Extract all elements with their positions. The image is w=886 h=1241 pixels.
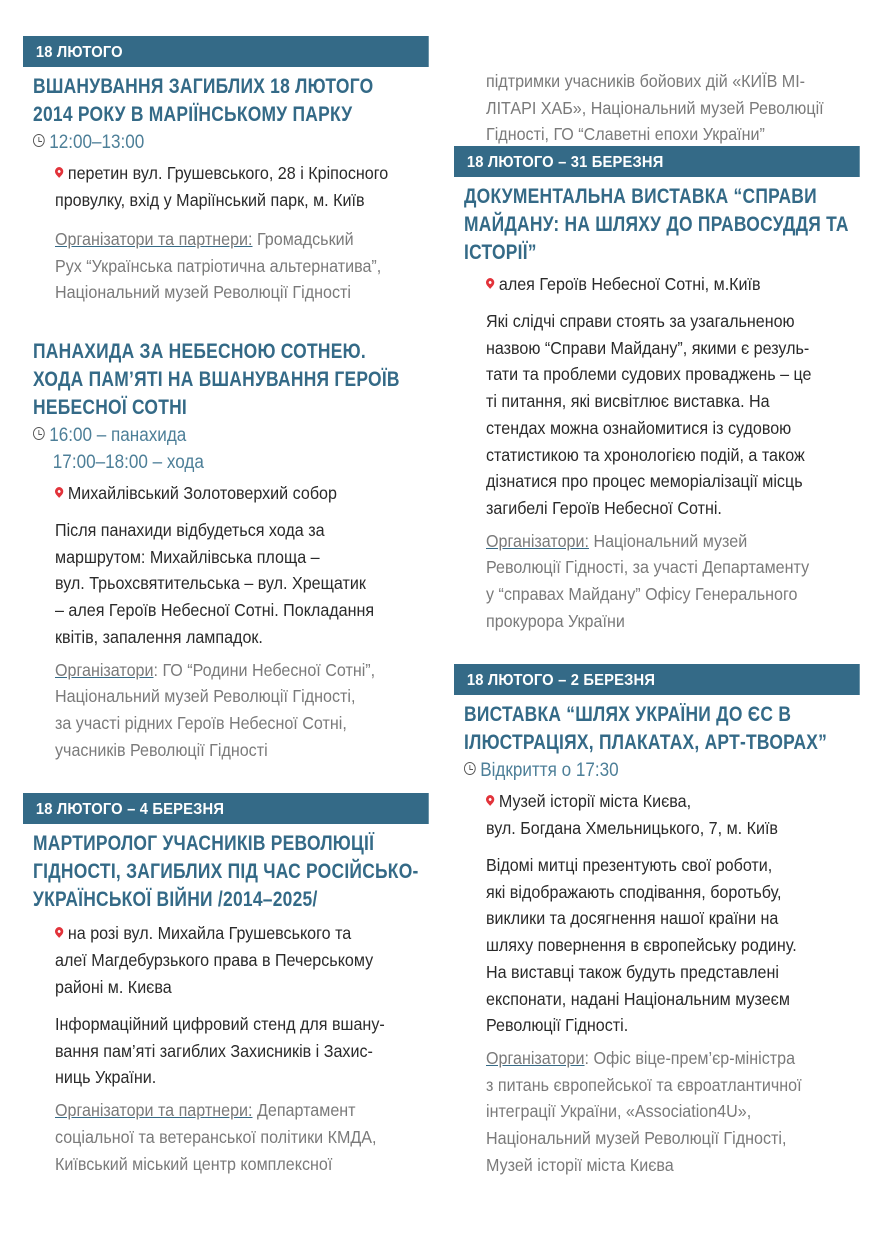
place-line: на розі вул. Михайла Грушевського та xyxy=(67,923,352,943)
time-text: 16:00 – панахида xyxy=(49,425,187,446)
event-place xyxy=(55,480,432,507)
time-text: Відкриття о 17:30 xyxy=(480,760,619,781)
org-line: Національний музей Революції Гідності, xyxy=(486,1128,787,1149)
desc-line: Відомі митці презентують свої роботи, xyxy=(486,855,773,875)
event-memorial-mariinsky xyxy=(23,36,464,306)
org-line: : ГО “Родини Небесної Сотні”, xyxy=(153,659,376,680)
title-line: ІСТОРІЇ” xyxy=(464,241,537,264)
desc-line: квітів, запалення лампадок. xyxy=(55,626,263,647)
clock-icon xyxy=(33,427,45,440)
desc-line: маршрутом: Михайлівська площа – xyxy=(55,546,320,567)
desc-line: вул. Трьохсвятительська – вул. Хрещатик xyxy=(55,573,366,594)
event-description xyxy=(55,1011,432,1091)
event-organizers xyxy=(486,68,863,148)
org-line: у “справах Майдану” Офісу Генерального xyxy=(486,584,798,605)
date-band: 18 ЛЮТОГО – 31 БЕРЕЗНЯ xyxy=(454,146,860,177)
org-line: : Офіс віце-прем’єр-міністра xyxy=(584,1047,796,1068)
desc-line: ниць України. xyxy=(55,1067,157,1088)
event-title xyxy=(33,338,423,422)
location-pin-icon xyxy=(53,925,65,938)
event-organizers xyxy=(55,657,432,764)
title-line: 2014 РОКУ В МАРІЇНСЬКОМУ ПАРКУ xyxy=(33,103,353,126)
place-line: вул. Богдана Хмельницького, 7, м. Київ xyxy=(486,818,778,838)
title-line: ІЛЮСТРАЦІЯХ, ПЛАКАТАХ, АРТ-ТВОРАХ” xyxy=(464,731,828,754)
event-description xyxy=(55,517,432,651)
place-line: Музей історії міста Києва, xyxy=(498,791,692,811)
desc-line: загибелі Героїв Небесної Сотні. xyxy=(486,497,722,518)
org-line: Революції Гідності, за участі Департаменту xyxy=(486,557,810,578)
event-eu-exhibition xyxy=(454,664,886,1178)
event-time xyxy=(33,422,429,476)
event-title xyxy=(464,701,854,757)
org-line: прокурора України xyxy=(486,610,625,631)
desc-line: дізнатися про процес меморіалізації місць xyxy=(486,471,803,492)
desc-line: статистикою та хронологією подій, а також xyxy=(486,444,805,465)
title-line: УКРАЇНСЬКОЇ ВІЙНИ /2014–2025/ xyxy=(33,888,318,911)
event-place xyxy=(55,920,432,1001)
clock-icon xyxy=(33,134,45,147)
org-line: з питань європейської та євроатлантичної xyxy=(486,1074,802,1095)
date-band: 18 ЛЮТОГО – 2 БЕРЕЗНЯ xyxy=(454,664,860,695)
org-line: Рух “Українська патріотична альтернатива”, xyxy=(55,255,382,276)
org-line: Громадський xyxy=(252,229,354,249)
organizers-label: Організатори та партнери: xyxy=(55,229,253,249)
event-title xyxy=(33,830,423,914)
organizers-label: Організатори: xyxy=(486,530,589,551)
event-time xyxy=(33,129,429,156)
organizers-continuation xyxy=(454,68,886,148)
title-line: ДОКУМЕНТАЛЬНА ВИСТАВКА “СПРАВИ xyxy=(464,185,817,208)
desc-line: шляху повернення в європейську родину. xyxy=(486,935,797,956)
org-line: Національний музей Революції Гідності, xyxy=(55,686,356,707)
place-line: перетин вул. Грушевського, 28 і Кріпосного xyxy=(67,163,389,183)
org-line: Національний музей xyxy=(588,530,748,551)
event-time xyxy=(464,757,860,784)
event-organizers xyxy=(55,1097,432,1177)
event-place xyxy=(486,271,863,298)
title-line: МАРТИРОЛОГ УЧАСНИКІВ РЕВОЛЮЦІЇ xyxy=(33,832,375,855)
clock-icon xyxy=(464,762,476,775)
event-panakhyda xyxy=(23,338,464,763)
desc-line: стендах можна ознайомитися із судовою xyxy=(486,417,792,438)
desc-line: Після панахиди відбудеться хода за xyxy=(55,520,325,540)
place-line: алея Героїв Небесної Сотні, м.Київ xyxy=(498,274,761,294)
org-line: інтеграції України, «Association4U», xyxy=(486,1101,752,1122)
org-line: учасників Революції Гідності xyxy=(55,739,268,760)
org-line: ЛІТАРІ ХАБ», Національний музей Революції xyxy=(486,97,824,118)
desc-line: тати та проблеми судових проваджень – це xyxy=(486,364,812,385)
org-line: Національний музей Революції Гідності xyxy=(55,282,351,303)
desc-line: На виставці також будуть представлені xyxy=(486,961,779,982)
org-line: підтримки учасників бойових дій «КИЇВ МІ- xyxy=(486,71,806,91)
org-line: Гідності, ГО “Славетні епохи України” xyxy=(486,124,765,145)
desc-line: експонати, надані Національним музеєм xyxy=(486,988,790,1009)
location-pin-icon xyxy=(484,793,496,806)
place-line: алеї Магдебурзького права в Печерському xyxy=(55,950,374,970)
title-line: ГІДНОСТІ, ЗАГИБЛИХ ПІД ЧАС РОСІЙСЬКО- xyxy=(33,860,419,883)
title-line: ВШАНУВАННЯ ЗАГИБЛИХ 18 ЛЮТОГО xyxy=(33,75,374,98)
event-title xyxy=(33,73,423,129)
event-maidan-cases xyxy=(454,146,886,634)
organizers-label: Організатори xyxy=(486,1047,585,1068)
title-line: НЕБЕСНОЇ СОТНІ xyxy=(33,396,188,419)
event-place xyxy=(486,788,863,842)
org-line: Департамент xyxy=(252,1100,356,1121)
time-text: 12:00–13:00 xyxy=(49,132,145,153)
event-place xyxy=(55,160,432,214)
organizers-label: Організатори xyxy=(55,659,154,680)
location-pin-icon xyxy=(53,165,65,178)
event-martyrology xyxy=(23,793,464,1177)
event-organizers xyxy=(486,528,863,635)
location-pin-icon xyxy=(53,485,65,498)
place-line: районі м. Києва xyxy=(55,977,172,997)
title-line: МАЙДАНУ: НА ШЛЯХУ ДО ПРАВОСУДДЯ ТА xyxy=(464,213,849,236)
org-line: за участі рідних Героїв Небесної Сотні, xyxy=(55,712,347,733)
date-band: 18 ЛЮТОГО xyxy=(23,36,429,67)
desc-line: вання пам’яті загиблих Захисників і Захис- xyxy=(55,1040,373,1061)
place-line: провулку, вхід у Маріїнський парк, м. Київ xyxy=(55,190,365,210)
event-description xyxy=(486,852,863,1039)
title-line: ВИСТАВКА “ШЛЯХ УКРАЇНИ ДО ЄС В xyxy=(464,703,792,726)
place-line: Михайлівський Золотоверхий собор xyxy=(67,483,337,503)
desc-line: виклики та досягнення нашої країни на xyxy=(486,908,779,929)
desc-line: Інформаційний цифровий стенд для вшану- xyxy=(55,1014,385,1034)
organizers-label: Організатори та партнери: xyxy=(55,1100,253,1121)
org-line: соціальної та ветеранської політики КМДА, xyxy=(55,1126,377,1147)
location-pin-icon xyxy=(484,276,496,289)
time-text: 17:00–18:00 – хода xyxy=(52,452,204,473)
org-line: Музей історії міста Києва xyxy=(486,1154,674,1175)
title-line: ПАНАХИДА ЗА НЕБЕСНОЮ СОТНЕЮ. xyxy=(33,340,366,363)
event-organizers xyxy=(486,1045,863,1179)
org-line: Київський міський центр комплексної xyxy=(55,1153,333,1174)
desc-line: Які слідчі справи стоять за узагальненою xyxy=(486,311,795,331)
event-title xyxy=(464,183,854,267)
date-band: 18 ЛЮТОГО – 4 БЕРЕЗНЯ xyxy=(23,793,429,824)
desc-line: Революції Гідності. xyxy=(486,1015,629,1036)
event-organizers xyxy=(55,226,432,306)
title-line: ХОДА ПАМ’ЯТІ НА ВШАНУВАННЯ ГЕРОЇВ xyxy=(33,368,400,391)
desc-line: назвою “Справи Майдану”, якими є резуль- xyxy=(486,337,810,358)
desc-line: ті питання, які висвітлює виставка. На xyxy=(486,391,770,412)
event-description xyxy=(486,308,863,522)
desc-line: які відображають сподівання, боротьбу, xyxy=(486,881,782,902)
desc-line: – алея Героїв Небесної Сотні. Покладання xyxy=(55,600,375,621)
